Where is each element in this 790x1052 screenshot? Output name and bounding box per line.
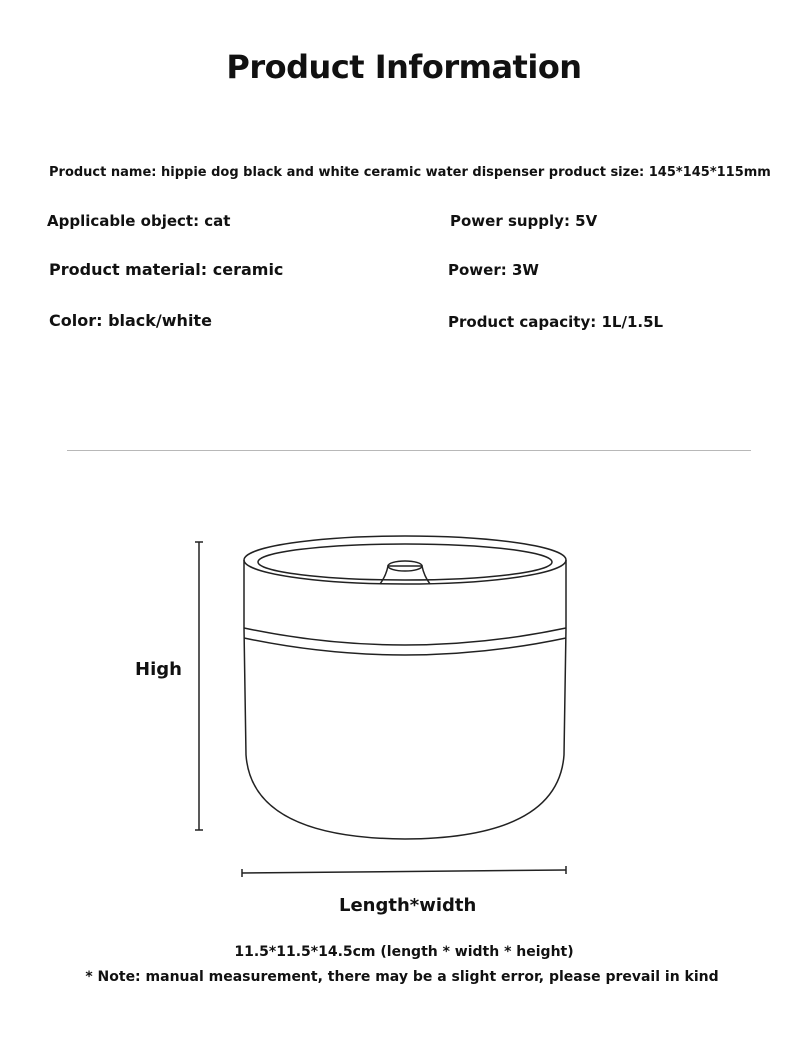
spec-material: Product material: ceramic — [49, 260, 284, 279]
fountain-upper-band — [244, 560, 566, 628]
spec-capacity: Product capacity: 1L/1.5L — [448, 313, 664, 331]
spec-color: Color: black/white — [49, 311, 212, 330]
spec-power: Power: 3W — [448, 261, 539, 279]
measurement-note: * Note: manual measurement, there may be a slight error, please prevail in kind — [85, 969, 719, 985]
page-title: Product Information — [226, 48, 582, 86]
width-measure-line — [242, 870, 566, 873]
spec-product-name: Product name: hippie dog black and white ceramic water dispenser product size: 145*145*115mm — [49, 165, 771, 180]
section-divider — [67, 450, 751, 451]
spec-applicable-object: Applicable object: cat — [47, 212, 231, 230]
fountain-spout — [380, 566, 430, 584]
product-dimension-drawing — [180, 520, 600, 890]
fountain-body — [244, 628, 566, 839]
width-label: Length*width — [339, 895, 477, 916]
fountain-band-seam-lower — [244, 638, 566, 655]
height-label: High — [135, 659, 182, 680]
dimensions-text: 11.5*11.5*14.5cm (length * width * height) — [234, 944, 574, 960]
fountain-rim-outer — [244, 536, 566, 584]
spec-power-supply: Power supply: 5V — [450, 212, 598, 230]
fountain-band-seam — [244, 628, 566, 645]
fountain-rim-inner — [258, 544, 552, 580]
